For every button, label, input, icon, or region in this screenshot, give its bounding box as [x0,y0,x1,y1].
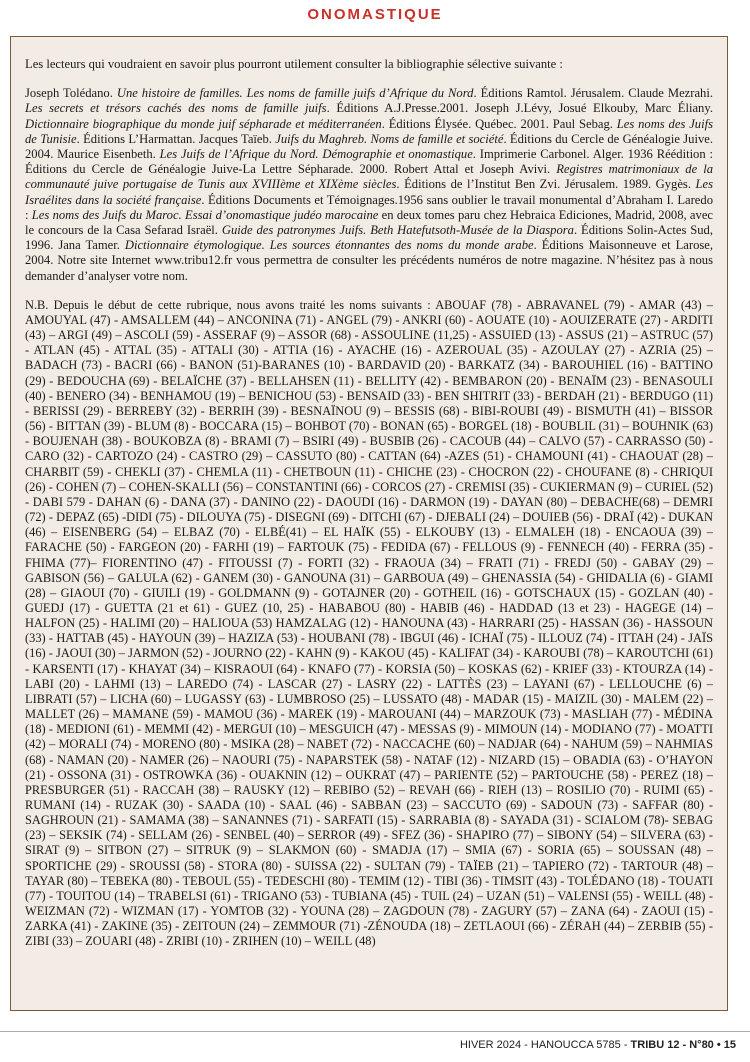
bibliography-title: Les Israélites dans la société française [25,177,713,207]
bibliography-title: Les secrets et trésors cachés des noms de famille juifs [25,101,327,116]
footer-text [460,1039,736,1051]
bibliography-title: Les Juifs de l’Afrique du Nord. Démographie et onomastique [159,147,473,162]
bibliography-title: Dictionnaire étymologique. Les sources étonnantes des noms du monde arabe [124,238,534,253]
bibliography-text: en deux tomes paru chez Hebraica Ediciones, Madrid, 2008, avec le concours de la Casa Sefarad Israël. [25,207,713,238]
bibliography-text: Joseph Tolédano. [25,86,117,101]
intro-paragraph: Les lecteurs qui voudraient en savoir plus pourront utilement consulter la bibliographie sélective suivante : [25,57,563,71]
footer-magazine: TRIBU 12 - N°80 • 15 [630,1039,736,1051]
bibliography-title: Guide des patronymes Juifs. Beth Hatefutsoth-Musée de la Diaspora [221,223,574,238]
bibliography-title: Les noms des Juifs de Tunisie [25,116,713,146]
names-list-paragraph: N.B. Depuis le début de cette rubrique, nous avons traité les noms suivants : ABOUAF (78) - ABRAVANEL (79) - AMAR (43) – AMOUYAL (47) - AMSALLEM (44) – ANCONINA (71) - ANGEL (79) - ANKRI (60) - AOUATE (10) - AOUIZERATE (27) - ARDITI (43) – ARGI (49) – ASCOLI (59) - ASSERAF (9) – ASSOR (68) - ASSOULINE (11,25) - ASSUIED (13) - ASSUS (21) – ASTRUC (57) - ATLAN (45) - ATTAL (35) - ATTALI (30) - ATTIA (16) - AYACHE (16) - AZEROUAL (35) - AZOULAY (27) - AZRIA (25) – BADACH (73) - BACRI (66) - BANON (51)-BARANES (10) - BARDAVID (20) - BARKATZ (34) - BAROUHIEL (16) - BATTINO (29) - BEDOUCHA (69) - BELAÏCHE (37) - BELLAHSEN (11) - BELLITY (42) - BEMBARON (20) - BENAÏM (23) - BENASOULI (40) - BENERO (34) - BENHAMOU (19) – BENICHOU (53) - BENSAID (33) - BEN SHITRIT (33) - BERDAH (21) - BERDUGO (11) - BERISSI (29) - BERREBY (32) - BERRIH (39) - BESNAÏNOU (9) – BESSIS (68) - BIBI-ROUBI (49) - BISMUTH (41) – BISSOR (56) - BITTAN (39) - BLUM (8) - BOCCARA (15) – BOHBOT (70) - BONAN (65) - BORGEL (18) - BOUBLIL (31) – BOUHNIK (63) - BOUJENAH (38) - BOUKOBZA (8) - BRAMI (7) – BSIRI (49) - BUSBIB (26) - CACOUB (44) – CALVO (57) - CARRASSO (50) - CARO (32) - CARTOZO (24) - CASTRO (29) – CASSUTO (80) - CATTAN (64) -AZES (51) - CHAMOUNI (41) - CHAOUAT (28) – CHARBIT (59) - CHEKLI (37) - CHEMLA (11) - CHETBOUN (11) - CHICHE (23) - CHOCRON (22) - CHOUFANE (8) - CHRIQUI (26) - COHEN (7) – COHEN-SKALLI (56) – CONSTANTINI (66) - CORCOS (27) - CREMISI (35) - CUKIERMAN (9) – CURIEL (52) - DABI 579 - DAHAN (6) - DANA (37) - DANINO (22) - DAOUDI (16) - DARMON (19) - DAYAN (80) – DEBACHE(68) – DEMRI (72) - DEPAZ (65) -DIDI (75) - DILOUYA (75) - DISEGNI (69) - DITCHI (67) - DJEBALI (24) – DOUIEB (56) - DRAÏ (42) - DUKAN (46) – EISENBERG (54) – ELBAZ (70) - ELBÉ(41) – EL HAÏK (55) - ELKOUBY (13) - ELMALEH (18) - ENCAOUA (39) – FARACHE (50) - FARGEON (20) - FARHI (19) – FARTOUK (75) - FEDIDA (67) - FELLOUS (9) - FENNECH (40) - FERRA (35) - FHIMA (77)– FIORENTINO (47) - FITOUSSI (7) - FORTI (32) - FRAOUA (34) – FRATI (71) - FREDJ (50) - GABAY (29) – GABISON (56) – GALULA (62) - GANEM (30) - GANOUNA (31) – GARBOUA (49) – GHENASSIA (54) - GHIDALIA (6) - GIAMI (28) – GIAOUI (70) - GIUILI (19) - GOLDMANN (9) - GOTAJNER (20) - GOTHEIL (16) - GOTSCHAUX (15) - GOZLAN (40) - GUEDJ (17) - GUETTA (21 et 61) - GUEZ (10, 25) - HABABOU (80) - HABIB (46) - HADDAD (13 et 23) - HAGEGE (14) – HALFON (25) - HALIMI (20) – HALIOUA (53) HAMZALAG (12) - HANOUNA (43) - HARRARI (25) - HASSAN (36) - HASSOUN (33) - HATTAB (45) - HAYOUN (39) – HAZIZA (53) - HOUBANI (78) - IBGUI (46) - ICHAÏ (75) - ILLOUZ (74) - ITTAH (24) - JAÏS (16) - JAOUI (30) – JARMON (52) - JOURNO (22) - KAHN (9) - KAKOU (45) - KALIFAT (34) - KAROUBI (78) – KAROUTCHI (61) - KARSENTI (17) - KHAYAT (34) – KISRAOUI (64) - KNAFO (77) - KORSIA (50) – KOSKAS (62) - KRIEF (33) - KTOURZA (14) - LABI (20) - LAHMI (13) – LAREDO (74) - LASCAR (27) - LASRY (22) - LATTÈS (23) – LAYANI (67) - LELLOUCHE (6) – LIBRATI (57) – LICHA (60) – LUGASSY (63) - LUMBROSO (25) – LUSSATO (48) - MADAR (15) - MAIZIL (30) - MALEM (22) – MALLET (26) – MAMANE (59) - MAMOU (36) - MAREK (19) - MAROUANI (44) – MARZOUK (73) - MASLIAH (77) - MÉDINA (18) - MEDIONI (61) - MEMMI (42) - MERGUI (10) – MESGUICH (47) - MESSAS (9) - MIMOUN (14) - MODIANO (77) - MOATTI (42) – MORALI (74) - MORENO (80) - MSIKA (28) – NABET (72) - NACCACHE (60) – NADJAR (64) - NAHUM (59) – NAHMIAS (68) - NAMAN (20) - NAMER (26) – NAOURI (75) - NAPARSTEK (58) - NATAF (12) - NIZARD (15) – OBADIA (63) - O’HAYON (21) - OSSONA (31) - OSTROWKA (36) - OUAKNIN (12) – OUKRAT (47) – PARIENTE (52) – PARTOUCHE (58) - PEREZ (18) – PRESBURGER (51) - RACCAH (38) – RAUSKY (12) – REBIBO (52) – REVAH (66) - RIEH (13) – ROSILIO (70) - RUIMI (65) - RUMANI (14) - RUZAK (30) - SAADA (10) - SAAL (46) - SABBAN (23) – SACCUTO (69) - SADOUN (73) - SAFFAR (80) - SAGHROUN (21) - SAMAMA (38) – SANANNES (71) - SARFATI (15) - SARRABIA (8) - SAYADA (31) - SCIALOM (78)- SEBAG (23) – SEKSIK (74) - SELLAM (26) - SENBEL (40) – SERROR (49) - SFEZ (36) - SHAPIRO (77) – SIBONY (54) – SILVERA (63) - SIRAT (9) – SITBON (27) – SITRUK (9) – SLAKMON (60) - SMADJA (17) – SMIA (67) - SORIA (65) – SOUSSAN (48) – SPORTICHE (29) - SROUSSI (58) - STORA (80) - SUISSA (22) - SULTAN (79) - TAÏEB (21) – TAPIERO (72) - TARTOUR (48) – TAYAR (80) – TEBEKA (80) - TEBOUL (55) - TEDESCHI (80) - TEMIM (12) - TIBI (36) - TIMSIT (43) - TOLÉDANO (18) - TOUATI (77) - TOUITOU (14) – TRABELSI (61) - TRIGANO (53) - TUBIANA (45) - TUIL (24) – UZAN (51) – VALENSI (55) - WEILL (48) - WEIZMAN (72) - WIZMAN (17) - YOMTOB (32) - YOUNA (28) – ZAGDOUN (78) - ZAGURY (57) – ZANA (64) - ZAOUI (15) - ZARKA (41) - ZAKINE (35) - ZEITOUN (24) – ZEMMOUR (71) -ZÉNOUDA (18) – ZETLAOUI (66) - ZÉRAH (44) – ZERBIB (55) - ZIBI (33) – ZOUARI (48) - ZRIBI (10) - ZRIHEN (10) – WEILL (48) [25,297,713,949]
bibliography-title: Juifs du Maghreb. Noms de famille et société [275,131,504,146]
page-footer [0,1031,750,1062]
bibliography-text: . Imprimerie Carbonel. Alger. 1936 Réédition : Éditions du Cercle de Généalogie Juive-La Lettre Sépharade. 2000. Robert Attal et Joseph Avivi. [25,147,713,177]
bibliography-text: . Éditions du Cercle de Généalogie Juive. 2004. Maurice Eisenbeth. [25,131,713,162]
footer-issue: HIVER 2024 - HANOUCCA 5785 - [459,1039,631,1051]
bibliography-text: . Éditions A.J.Presse.2001. Joseph J.Lévy, Josué Elkouby, Marc Éliany. [326,101,713,116]
bibliography-text: . Éditions L’Harmattan. Jacques Taïeb. [76,131,276,146]
bibliography-text: . Éditions de l’Institut Ben Zvi. Jérusalem. 1989. Gygès. [396,177,696,192]
section-title: ONOMASTIQUE [307,6,443,23]
bibliography-text: . Éditions Ramtol. Jérusalem. Claude Mezrahi. [473,86,713,101]
bibliography-text: . Éditions Documents et Témoignages.1956 sans oublier le travail monumental d’Abraham I. Laredo : [25,192,713,222]
bibliography-text: . Éditions Élysée. Québec. 2001. Paul Sebag. [381,116,617,131]
bibliography-title: Les noms des Juifs du Maroc. Essai d’onomastique judéo marocaine [31,207,379,222]
bibliography-title: Registres matrimoniaux de la communauté juive portugaise de Tunis aux XVIIIème et XIXème siècles [25,162,713,192]
bibliography-paragraph [25,86,713,284]
bibliography-text: . Éditions Maisonneuve et Larose, 2004. Notre site Internet www.tribu12.fr vous permettra de consulter les précédents numéros de notre magazine. N’hésitez pas à nous demander d’analyser votre nom. [25,238,714,283]
bibliography-title: Une histoire de familles. Les noms de famille juifs d’Afrique du Nord [116,86,474,101]
bibliography-text: . Éditions Solin-Actes Sud, 1996. Jana Tamer. [25,223,713,253]
article-box [10,36,728,1011]
bibliography-title: Dictionnaire biographique du monde juif sépharade et méditerranéen [25,116,382,131]
